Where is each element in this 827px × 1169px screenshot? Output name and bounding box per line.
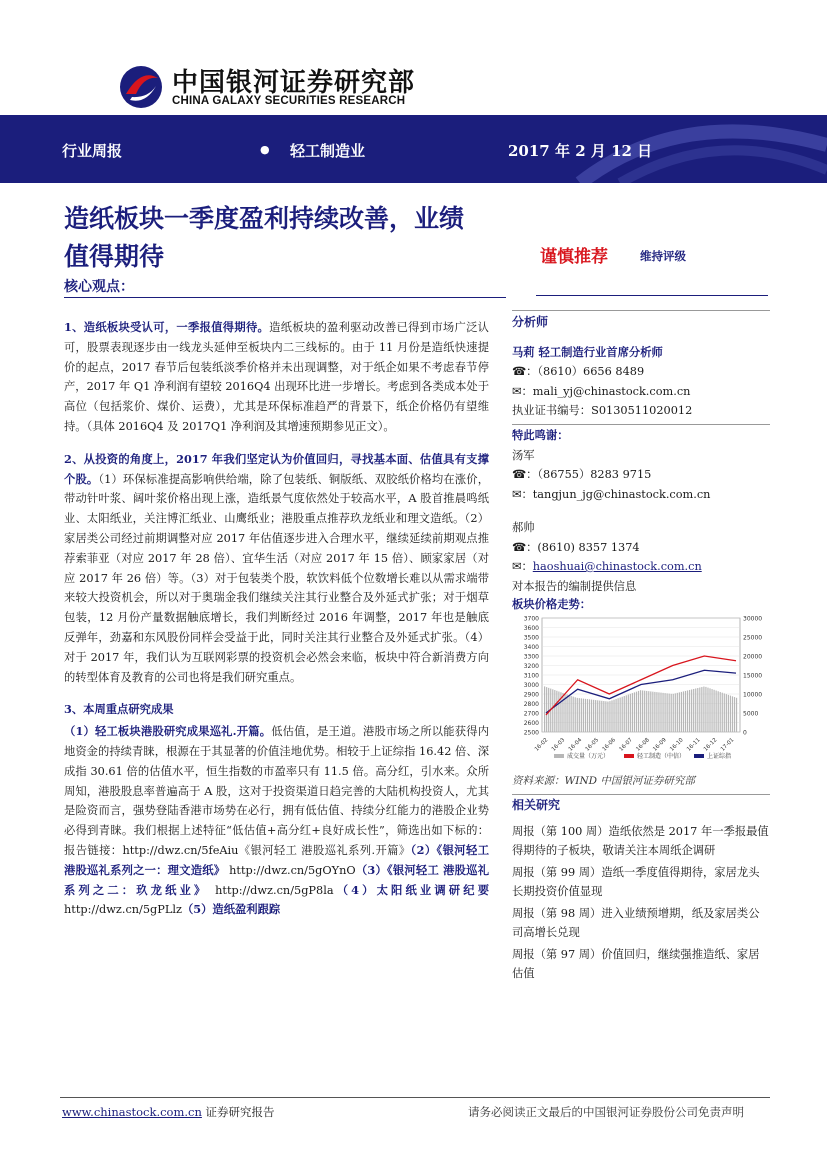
price-chart <box>512 612 774 767</box>
volume-bar <box>585 699 586 732</box>
y-left-tick-label: 2800 <box>523 701 539 708</box>
core-divider <box>64 297 506 298</box>
y-left-tick-label: 3500 <box>523 634 539 642</box>
y-right-tick-label: 10000 <box>743 691 763 699</box>
x-tick-label: 16-07 <box>618 737 634 753</box>
volume-bar <box>673 694 674 732</box>
y-left-tick-label: 2700 <box>523 710 539 718</box>
y-right-tick-label: 15000 <box>743 672 763 680</box>
volume-bar <box>713 690 714 732</box>
contact-1-email[interactable]: ✉：tangjun_jg@chinastock.com.cn <box>512 487 711 501</box>
y-left-tick-label: 3400 <box>523 644 539 651</box>
volume-bar <box>601 701 602 732</box>
report-date: 2017 年 2 月 12 日 <box>508 142 653 160</box>
volume-bar <box>689 690 690 732</box>
volume-bar <box>656 692 657 732</box>
p4-link-2[interactable]: http://dwz.cn/5gOYnO <box>229 863 356 877</box>
volume-bar <box>558 691 559 732</box>
related-block <box>512 796 770 986</box>
volume-bar <box>603 701 604 732</box>
volume-bar <box>587 699 588 732</box>
volume-bar <box>697 688 698 732</box>
y-right-tick-label: 25000 <box>743 634 763 642</box>
legend-label: 成交量（万元） <box>567 753 610 760</box>
volume-bar <box>618 698 619 732</box>
volume-bar <box>652 692 653 732</box>
x-tick-label: 16-03 <box>550 737 567 753</box>
p1-lead: 1、造纸板块受认可，一季报值得期待。 <box>64 320 270 334</box>
volume-bar <box>658 692 659 732</box>
volume-bar <box>581 698 582 732</box>
volume-bar <box>646 691 647 732</box>
volume-bar <box>722 693 723 732</box>
industry-name: 轻工制造业 <box>290 142 366 160</box>
thanks-block <box>512 426 770 596</box>
volume-bar <box>671 694 672 732</box>
legend-label: 轻工制造（中信） <box>637 753 686 760</box>
volume-bar <box>728 695 729 732</box>
analyst-divider <box>512 310 770 311</box>
volume-bar <box>593 700 594 732</box>
volume-bar <box>607 702 608 732</box>
email-icon: ✉： <box>512 560 533 573</box>
x-tick-label: 16-10 <box>669 737 685 753</box>
related-heading: 相关研究 <box>512 798 561 812</box>
volume-bar <box>720 692 721 732</box>
footer-divider <box>60 1097 770 1098</box>
report-title <box>64 200 509 276</box>
volume-bar <box>687 690 688 732</box>
related-item-2[interactable]: 周报（第 98 周）进入业绩预增期，纸及家居类公司高增长兑现 <box>512 906 760 939</box>
volume-bar <box>726 694 727 732</box>
volume-bar <box>677 693 678 732</box>
contact-1-phone: ☎：（86755）8283 9715 <box>512 468 652 481</box>
volume-bar <box>591 700 592 732</box>
p2-lead: 2、从投资的角度上，2017 年我们坚定认为价值回归，寻找基本面、估值具有支撑个股。 <box>64 451 489 486</box>
y-left-tick-label: 2900 <box>523 691 539 699</box>
volume-bar <box>716 691 717 732</box>
volume-bar <box>650 691 651 732</box>
volume-bar <box>693 689 694 732</box>
volume-bar <box>638 691 639 732</box>
volume-bar <box>583 699 584 732</box>
volume-bar <box>626 695 627 732</box>
legend-swatch <box>624 754 634 758</box>
volume-bar <box>701 687 702 732</box>
volume-bar <box>595 700 596 732</box>
y-left-tick-label: 3200 <box>523 663 539 670</box>
x-tick-label: 16-09 <box>652 737 668 753</box>
volume-bar <box>544 686 545 732</box>
volume-bar <box>579 698 580 732</box>
brand-name-cn: 中国银河证券研究部 <box>172 68 416 98</box>
p4-link-4[interactable]: http://dwz.cn/5gPLlz <box>64 903 182 917</box>
volume-bar <box>628 695 629 732</box>
paragraph-4 <box>64 722 489 920</box>
p3-heading: 3、本周重点研究成果 <box>64 702 174 717</box>
x-tick-label: 16-11 <box>686 737 702 753</box>
volume-bar <box>620 697 621 732</box>
rating-label: 谨慎推荐 <box>540 247 608 267</box>
galaxy-logo-icon <box>118 64 164 110</box>
p4-lead: （1）轻工板块港股研究成果巡礼.开篇。 <box>64 724 272 739</box>
thanks-divider <box>512 424 770 425</box>
p1-text: 造纸板块的盈利驱动改善已得到市场广泛认可，股票表现逐步由一线龙头延伸至板块内二三线标的。由于 11 月份是造纸快速提价的起点，2017 春节后包装纸淡季价格并未出现调整，对于纸企如果不考虑春节停产，2017 年 Q1 净利润有望较 2016Q4 出现环比进一步增长。考虑到各类成本处于高位（包括浆价、煤价、运费），尤其是环保标准趋严的背景下，纸企价格仍有望维持。（具体 2016Q4 及 2017Q1 净利润及其增速预期参见正文）。 <box>64 321 489 433</box>
volume-bar <box>699 688 700 732</box>
volume-bar <box>575 697 576 732</box>
volume-bar <box>724 693 725 732</box>
related-list <box>512 822 770 984</box>
x-tick-label: 16-04 <box>567 737 584 753</box>
contact-2-email-row <box>512 557 770 577</box>
legend-label: 上证综指 <box>707 753 732 760</box>
volume-bar <box>613 700 614 732</box>
volume-bar <box>599 701 600 732</box>
volume-bar <box>632 693 633 732</box>
volume-bar <box>611 700 612 732</box>
analyst-phone: ☎：（8610）6656 8489 <box>512 365 645 378</box>
contact-2-name: 郝帅 <box>512 521 535 534</box>
volume-bar <box>566 694 567 732</box>
chart-title: 板块价格走势： <box>512 597 592 611</box>
volume-bar <box>730 696 731 732</box>
analyst-cert: 执业证书编号：S0130511020012 <box>512 404 693 417</box>
volume-bar <box>630 694 631 732</box>
title-line-1: 造纸板块一季度盈利持续改善，业绩 <box>64 204 465 233</box>
volume-bar <box>546 687 547 732</box>
volume-bar <box>640 690 641 732</box>
volume-bar <box>718 691 719 732</box>
thanks-heading: 特此鸣谢： <box>512 428 569 442</box>
contact-1-name: 汤军 <box>512 448 535 462</box>
volume-bar <box>552 689 553 732</box>
volume-bar <box>644 691 645 732</box>
analyst-block <box>512 313 770 421</box>
footer-left <box>62 1104 275 1120</box>
volume-bar <box>636 692 637 732</box>
x-tick-label: 16-08 <box>635 737 651 753</box>
contact-note: 对本报告的编制提供信息 <box>512 579 637 593</box>
analyst-heading: 分析师 <box>512 315 549 329</box>
contact-2-phone: ☎：(8610) 8357 1374 <box>512 540 640 554</box>
volume-bar <box>571 696 572 732</box>
y-right-tick-label: 5000 <box>743 710 759 718</box>
p4-item-4: （4）太阳纸业调研纪要 <box>333 882 489 897</box>
volume-bar <box>554 690 555 732</box>
x-tick-label: 16-05 <box>584 737 601 753</box>
footer-site-suffix: 证券研究报告 <box>201 1105 275 1119</box>
volume-bar <box>615 699 616 732</box>
volume-bar <box>622 697 623 732</box>
legend-swatch <box>554 754 564 758</box>
volume-bar <box>662 693 663 732</box>
volume-bar <box>648 691 649 732</box>
related-item-1[interactable]: 周报（第 99 周）造纸一季度值得期待，家居龙头长期投资价值显现 <box>512 865 760 898</box>
volume-bar <box>660 693 661 732</box>
volume-bar <box>556 691 557 732</box>
x-tick-label: 17-01 <box>719 737 736 753</box>
title-line-2: 值得期待 <box>64 242 165 271</box>
volume-bar <box>569 695 570 732</box>
p4-text: 低估值，是王道。港股市场之所以能获得内地资金的持续青睐，根源在于其显著的价值洼地优势。相较于上证综指 16.42 倍、深成指 30.61 倍的估值水平，恒生指数的市盈率只有 11.5 倍。高分红，引水来。众所周知，港股股息率普遍高于 A 股，这对于投资渠道日趋完善的大陆机构投资人，尤其是险资而言，强势登陆香港市场势在必行，拥有低估值、持续分红能力的港股企业势必得到青睐。我们根据上述特征“低估值+高分红+良好成长性”，筛选出如下标的：报告链接：http://dwz.cn/5feAiu《银河轻工 港股巡礼系列.开篇》 <box>64 725 489 857</box>
paragraph-3 <box>64 700 489 720</box>
y-left-tick-label: 3600 <box>523 625 539 632</box>
x-tick-label: 16-02 <box>533 737 550 753</box>
y-left-tick-label: 3100 <box>523 672 539 680</box>
y-left-tick-label: 2500 <box>523 729 539 737</box>
volume-bar <box>705 687 706 732</box>
footer-site-link[interactable]: www.chinastock.com.cn <box>62 1105 202 1119</box>
rating-divider <box>536 295 768 296</box>
p2-text: （1）环保标准提高影响供给端，除了包装纸、铜版纸、双胶纸价格均在涨价，带动针叶浆、阔叶浆价格出现上涨，造纸景气度依然处于较高水平，A 股首推晨鸣纸业、太阳纸业，关注博汇纸业、山鹰纸业；港股重点推荐玖龙纸业和理文造纸。（2）家居类公司经过前期调整对应 2017 年估值逐步进入合理水平，继续延续前期观点推荐索菲亚（对应 2017 年 28 倍）、宜华生活（对应 2017 年 15 倍）、顾家家居（对应 2017 年 26 倍）等。（3）对于包装类个股，软饮料低个位数增长难以从需求端带来较大投资机会，所以对于奥瑞金我们继续关注其行业整合及外延式扩张；对于烟草包装，12 月份产量数据触底增长，我们判断经过 2016 年调整，2017 年也是触底反弹年，劲嘉和东风股份同样会受益于此，同时关注其行业整合及外延式扩张。（4）对于 2017 年，我们认为互联网彩票的投资机会必然会来临，板块中符合新消费方向的转型体育及教育的公司也将是我们研究重点。 <box>64 472 489 684</box>
volume-bar <box>642 690 643 732</box>
volume-bar <box>711 689 712 732</box>
p4-link-3[interactable]: http://dwz.cn/5gP8la <box>215 883 334 897</box>
y-right-tick-label: 30000 <box>743 615 763 623</box>
volume-bar <box>609 701 610 732</box>
volume-bar <box>685 691 686 732</box>
p4-item-5: （5）造纸盈利跟踪 <box>181 902 281 917</box>
paragraph-2 <box>64 450 489 688</box>
y-left-tick-label: 3000 <box>523 682 539 689</box>
volume-bar <box>573 697 574 732</box>
related-divider <box>512 794 770 795</box>
volume-bar <box>707 688 708 732</box>
volume-bar <box>691 689 692 732</box>
y-right-tick-label: 20000 <box>743 653 763 661</box>
y-left-tick-label: 3300 <box>523 653 539 661</box>
rating-sub: 维持评级 <box>640 249 686 263</box>
volume-bar <box>736 698 737 732</box>
volume-bar <box>624 696 625 732</box>
volume-bar <box>664 693 665 732</box>
volume-bar <box>669 694 670 732</box>
header-band <box>0 115 827 183</box>
volume-bar <box>675 693 676 732</box>
x-tick-label: 16-12 <box>702 737 719 753</box>
volume-bar <box>732 696 733 732</box>
report-type: 行业周报 <box>62 142 123 160</box>
volume-bar <box>703 687 704 732</box>
volume-bar <box>709 688 710 732</box>
analyst-email[interactable]: ✉：mali_yj@chinastock.com.cn <box>512 384 691 398</box>
legend-swatch <box>694 754 704 758</box>
volume-bar <box>562 693 563 732</box>
volume-bar <box>634 692 635 732</box>
chart-source: 资料来源：WIND 中国银河证券研究部 <box>512 775 695 787</box>
volume-bar <box>695 689 696 732</box>
volume-bar <box>683 691 684 732</box>
bullet-icon: ● <box>260 143 270 156</box>
volume-bar <box>734 697 735 732</box>
brand-name-en: CHINA GALAXY SECURITIES RESEARCH <box>172 95 406 107</box>
volume-bar <box>654 692 655 732</box>
contact-2-email[interactable]: haoshuai@chinastock.com.cn <box>532 560 702 573</box>
p4-item-2: （2）《银河轻工 港股巡礼系列之一：理文造纸》 <box>64 842 489 877</box>
paragraph-1 <box>64 318 489 437</box>
p4-item-3: （3）《银河轻工 港股巡礼系列之二：玖龙纸业》 <box>64 862 489 897</box>
y-right-tick-label: 0 <box>743 729 747 737</box>
y-left-tick-label: 2600 <box>523 720 539 727</box>
main-body <box>64 318 489 933</box>
volume-bar <box>577 698 578 732</box>
volume-bar <box>589 699 590 732</box>
volume-bar <box>679 692 680 732</box>
y-left-tick-label: 3700 <box>523 615 539 623</box>
core-heading: 核心观点： <box>64 279 134 295</box>
related-item-0[interactable]: 周报（第 100 周）造纸依然是 2017 年一季报最值得期待的子板块，敬请关注本周纸企调研 <box>512 824 769 857</box>
related-item-3[interactable]: 周报（第 97 周）价值回归，继续强推造纸、家居估值 <box>512 947 760 980</box>
volume-bar <box>605 701 606 732</box>
volume-bar <box>667 693 668 732</box>
x-tick-label: 16-06 <box>601 737 618 753</box>
volume-bar <box>681 692 682 732</box>
footer-disclaimer: 请务必阅读正文最后的中国银河证券股份公司免责声明 <box>468 1105 744 1119</box>
volume-bar <box>597 700 598 732</box>
analyst-name: 马莉 轻工制造行业首席分析师 <box>512 344 663 359</box>
